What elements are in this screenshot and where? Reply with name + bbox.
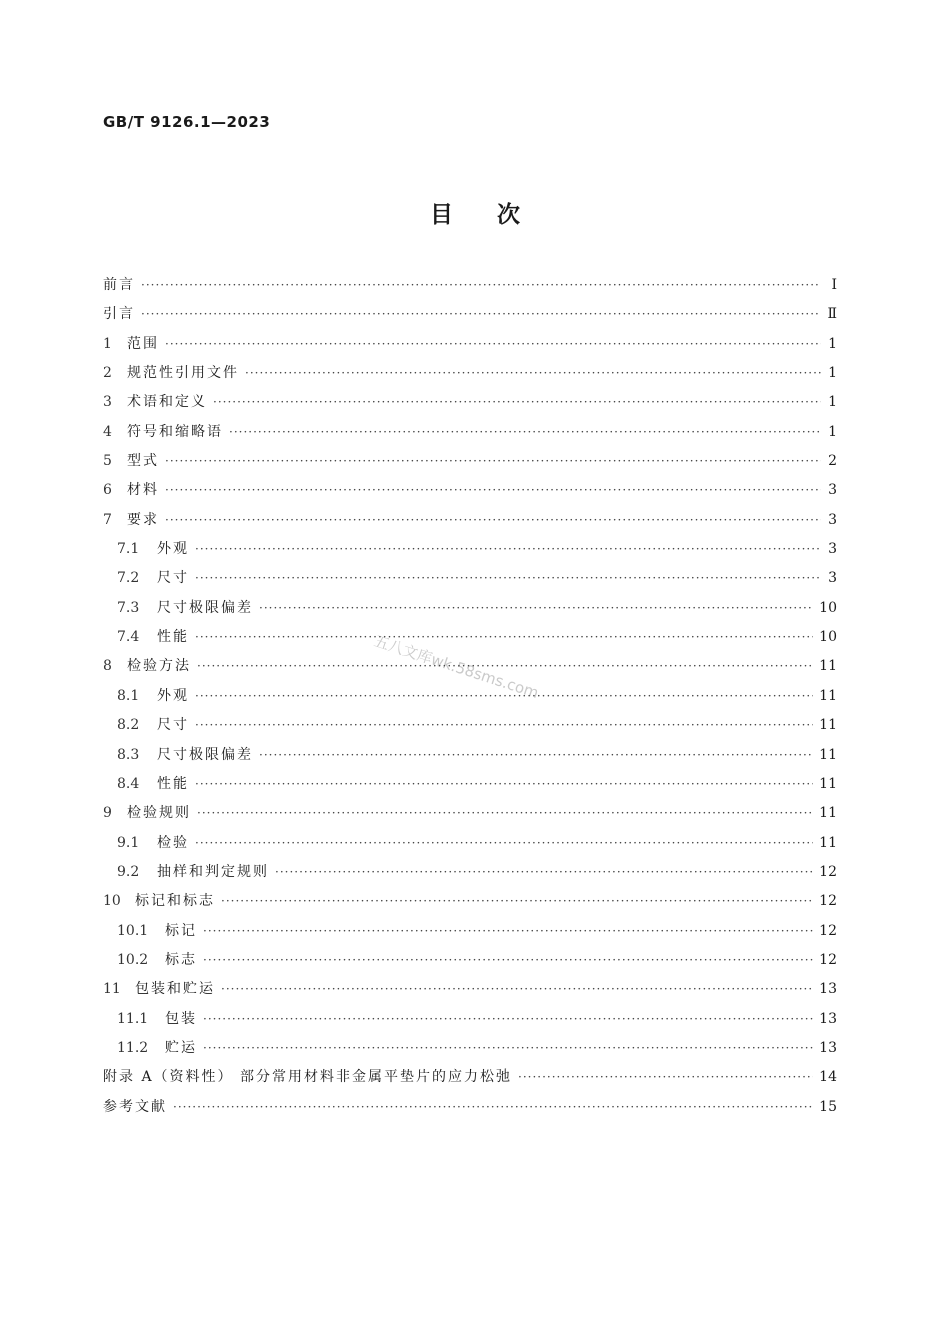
toc-entry[interactable] [103, 682, 837, 711]
toc-entry-label: 尺寸 [157, 717, 189, 734]
toc-entry[interactable] [103, 271, 837, 300]
toc-entry-page: 2 [828, 453, 837, 470]
toc-entry-page: Ⅱ [827, 306, 837, 323]
toc-entry[interactable] [103, 975, 837, 1004]
standard-code: GB/T 9126.1—2023 [103, 113, 271, 131]
toc-entry-label: 检验规则 [127, 805, 191, 822]
toc-entry[interactable] [103, 476, 837, 505]
toc-entry[interactable] [103, 711, 837, 740]
toc-entry-label: 包装和贮运 [135, 981, 215, 998]
toc-entry-number: 7.3 [117, 599, 140, 616]
toc-entry-page: 11 [819, 687, 837, 704]
toc-entry[interactable] [103, 770, 837, 799]
toc-entry-number: 8.1 [117, 687, 140, 704]
toc-entry[interactable] [103, 652, 837, 681]
toc-entry-label: 要求 [127, 511, 159, 528]
toc-entry-page: Ⅰ [831, 277, 837, 293]
toc-entry-page: 13 [819, 981, 837, 998]
toc-entry-page: 11 [819, 717, 837, 734]
toc-entry-label: 包装 [165, 1010, 197, 1027]
toc-entry-page: 1 [828, 423, 837, 440]
toc-leader-dots [165, 506, 821, 535]
toc-entry-label: 引言 [103, 306, 135, 323]
toc-entry-number: 3 [103, 394, 112, 411]
toc-leader-dots [203, 1034, 813, 1063]
toc-leader-dots [195, 535, 821, 564]
toc-entry-number: 11.2 [117, 1039, 149, 1056]
toc-entry-label: 标志 [165, 951, 197, 968]
toc-leader-dots [195, 711, 813, 740]
toc-entry[interactable] [103, 799, 837, 828]
toc-entry-number: 7 [103, 511, 112, 528]
toc-entry-page: 1 [828, 394, 837, 411]
toc-entry-page: 12 [819, 922, 837, 939]
toc-leader-dots [259, 594, 813, 623]
toc-entry-number: 9 [103, 805, 112, 822]
toc-entry-label: 标记 [165, 922, 197, 939]
toc-leader-dots [275, 858, 813, 887]
toc-entry-number: 8 [103, 658, 112, 675]
toc-leader-dots [197, 799, 813, 828]
toc-leader-dots [518, 1063, 813, 1092]
toc-entry[interactable] [103, 1034, 837, 1063]
toc-entry[interactable] [103, 535, 837, 564]
toc-leader-dots [203, 1005, 813, 1034]
toc-entry[interactable] [103, 1005, 837, 1034]
toc-entry-label: 尺寸极限偏差 [157, 599, 253, 616]
toc-entry-number: 4 [103, 423, 112, 440]
toc-entry-number: 9.2 [117, 863, 140, 880]
toc-entry-number: 1 [103, 335, 112, 352]
toc-entry-page: 3 [828, 482, 837, 499]
toc-entry[interactable] [103, 1093, 837, 1122]
toc-entry-label: 规范性引用文件 [127, 365, 239, 382]
toc-entry-page: 14 [819, 1069, 837, 1086]
toc-entry[interactable] [103, 330, 837, 359]
toc-leader-dots [141, 300, 821, 329]
toc-leader-dots [141, 271, 821, 300]
toc-entry[interactable] [103, 829, 837, 858]
toc-entry-number: 2 [103, 365, 112, 382]
toc-entry-label: 型式 [127, 453, 159, 470]
toc-entry-number: 10 [103, 893, 121, 910]
toc-leader-dots [259, 741, 813, 770]
toc-leader-dots [195, 623, 813, 652]
toc-entry[interactable] [103, 594, 837, 623]
toc-entry-label: 参考文献 [103, 1098, 167, 1115]
toc-leader-dots [221, 887, 813, 916]
toc-entry[interactable] [103, 946, 837, 975]
title-char-2: 次 [497, 202, 520, 228]
toc-entry-page: 12 [819, 951, 837, 968]
toc-entry-page: 11 [819, 775, 837, 792]
toc-entry-page: 3 [828, 541, 837, 558]
toc-entry-page: 1 [828, 335, 837, 352]
toc-entry-number: 8.3 [117, 746, 140, 763]
toc-entry-number: 5 [103, 453, 112, 470]
toc-entry[interactable] [103, 623, 837, 652]
toc-entry[interactable] [103, 1063, 837, 1092]
toc-entry-page: 11 [819, 746, 837, 763]
toc-entry-page: 3 [828, 570, 837, 587]
toc-entry-label: 材料 [127, 482, 159, 499]
toc-leader-dots [195, 770, 813, 799]
toc-leader-dots [165, 476, 821, 505]
toc-entry[interactable] [103, 741, 837, 770]
toc-entry-page: 11 [819, 834, 837, 851]
toc-leader-dots [195, 682, 813, 711]
toc-entry-label: 检验方法 [127, 658, 191, 675]
toc-entry[interactable] [103, 300, 837, 329]
toc-entry-number: 7.4 [117, 629, 140, 646]
toc-leader-dots [229, 418, 821, 447]
toc-leader-dots [221, 975, 813, 1004]
toc-leader-dots [195, 564, 821, 593]
toc-leader-dots [203, 917, 813, 946]
toc-entry-label: 外观 [157, 687, 189, 704]
toc-entry-label: 尺寸极限偏差 [157, 746, 253, 763]
toc-entry-number: 9.1 [117, 834, 140, 851]
toc-entry[interactable] [103, 359, 837, 388]
toc-leader-dots [203, 946, 813, 975]
toc-leader-dots [195, 829, 813, 858]
toc-entry[interactable] [103, 447, 837, 476]
watermark: 五八文库wk.58sms.com [371, 631, 541, 703]
toc-entry-label: 附录 A（资料性） 部分常用材料非金属平垫片的应力松弛 [103, 1069, 513, 1086]
toc-entry-label: 贮运 [165, 1039, 197, 1056]
toc-entry[interactable] [103, 887, 837, 916]
toc-entry-page: 11 [819, 658, 837, 675]
toc-entry-label: 尺寸 [157, 570, 189, 587]
toc-entry[interactable] [103, 418, 837, 447]
title-char-1: 目 [430, 202, 453, 228]
toc-entry-label: 外观 [157, 541, 189, 558]
toc-entry-page: 10 [819, 599, 837, 616]
toc-entry-label: 范围 [127, 335, 159, 352]
toc-entry-number: 6 [103, 482, 112, 499]
toc-entry-number: 7.2 [117, 570, 140, 587]
toc-entry[interactable] [103, 917, 837, 946]
toc-leader-dots [173, 1093, 813, 1122]
toc-entry-label: 术语和定义 [127, 394, 207, 411]
toc-entry-number: 10.1 [117, 922, 149, 939]
toc-entry[interactable] [103, 388, 837, 417]
toc-entry-number: 8.4 [117, 775, 140, 792]
toc-entry-page: 1 [828, 365, 837, 382]
toc-entry-number: 10.2 [117, 951, 149, 968]
toc-entry[interactable] [103, 506, 837, 535]
table-of-contents [103, 271, 837, 1122]
toc-entry-page: 12 [819, 893, 837, 910]
toc-entry-page: 10 [819, 629, 837, 646]
toc-entry-label: 性能 [157, 775, 189, 792]
toc-entry[interactable] [103, 564, 837, 593]
toc-entry-label: 抽样和判定规则 [157, 863, 269, 880]
toc-entry-number: 11.1 [117, 1010, 149, 1027]
toc-entry-label: 前言 [103, 277, 135, 293]
toc-entry[interactable] [103, 858, 837, 887]
toc-entry-label: 性能 [157, 629, 189, 646]
toc-entry-label: 检验 [157, 834, 189, 851]
toc-entry-page: 12 [819, 863, 837, 880]
toc-leader-dots [197, 652, 813, 681]
toc-entry-page: 15 [819, 1098, 837, 1115]
toc-entry-label: 标记和标志 [135, 893, 215, 910]
toc-entry-page: 3 [828, 511, 837, 528]
toc-leader-dots [165, 330, 821, 359]
toc-leader-dots [245, 359, 821, 388]
toc-entry-page: 13 [819, 1039, 837, 1056]
toc-entry-number: 7.1 [117, 541, 140, 558]
toc-leader-dots [165, 447, 821, 476]
toc-leader-dots [213, 388, 821, 417]
toc-entry-number: 8.2 [117, 717, 140, 734]
toc-entry-page: 11 [819, 805, 837, 822]
toc-entry-label: 符号和缩略语 [127, 423, 223, 440]
toc-entry-page: 13 [819, 1010, 837, 1027]
page-title [0, 196, 950, 229]
toc-entry-number: 11 [103, 981, 121, 998]
